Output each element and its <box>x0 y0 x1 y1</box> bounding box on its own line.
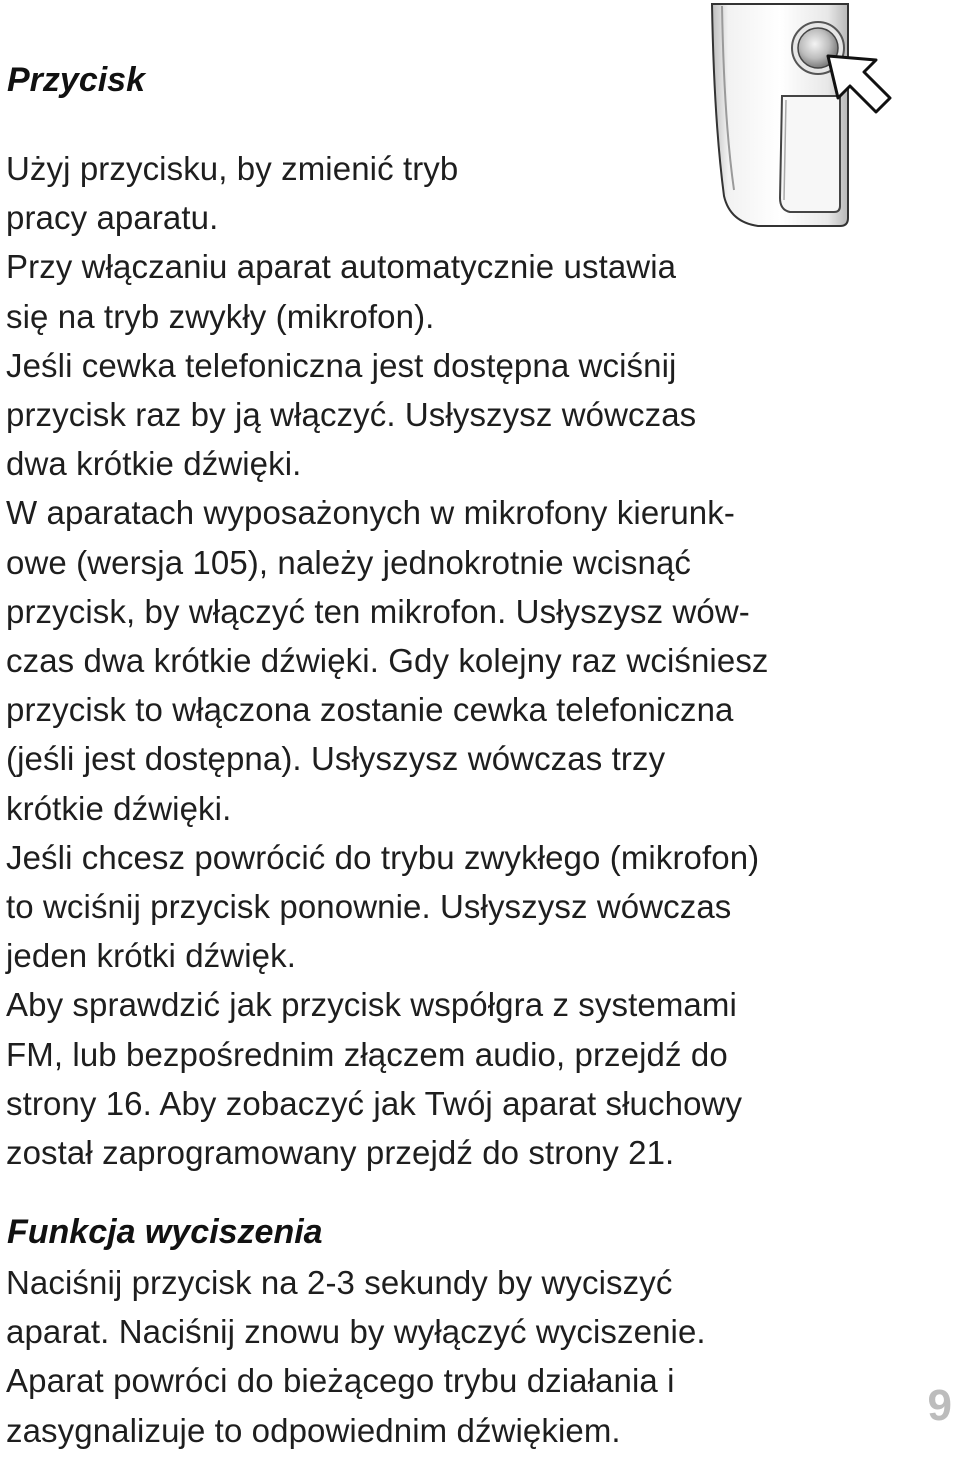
body-line: owe (wersja 105), należy jednokrotnie wcisnąć <box>6 543 691 581</box>
section-body-mute <box>6 1258 706 1455</box>
body-line: Aparat powróci do bieżącego trybu działania i <box>6 1362 675 1400</box>
body-line: jeden krótki dźwięk. <box>6 937 296 975</box>
body-line: przycisk to włączona zostanie cewka telefoniczna <box>6 691 734 729</box>
body-line: (jeśli jest dostępna). Usłyszysz wówczas trzy <box>6 740 666 778</box>
body-line: to wciśnij przycisk ponownie. Usłyszysz wówczas <box>6 888 732 926</box>
body-line: Użyj przycisku, by zmienić tryb <box>6 150 459 187</box>
body-line: W aparatach wyposażonych w mikrofony kierunk- <box>6 494 735 532</box>
body-line: Jeśli chcesz powrócić do trybu zwykłego (mikrofon) <box>6 838 760 876</box>
body-line: przycisk, by włączyć ten mikrofon. Usłyszysz wów- <box>6 592 750 630</box>
body-line: Jeśli cewka telefoniczna jest dostępna wciśnij <box>6 346 677 384</box>
body-line: Aby sprawdzić jak przycisk współgra z systemami <box>6 986 737 1024</box>
body-line: Naciśnij przycisk na 2-3 sekundy by wyciszyć <box>6 1264 673 1301</box>
body-line: aparat. Naciśnij znowu by wyłączyć wyciszenie. <box>6 1313 706 1351</box>
body-line: Przy włączaniu aparat automatycznie ustawia <box>6 248 677 286</box>
body-line: został zaprogramowany przejdź do strony 21. <box>6 1134 675 1172</box>
body-line: się na tryb zwykły (mikrofon). <box>6 297 435 335</box>
body-line: przycisk raz by ją włączyć. Usłyszysz wówczas <box>6 396 697 434</box>
body-line: dwa krótkie dźwięki. <box>6 445 302 483</box>
body-line: krótkie dźwięki. <box>6 789 232 827</box>
body-line: czas dwa krótkie dźwięki. Gdy kolejny raz wciśniesz <box>6 642 769 680</box>
section-heading-button: Przycisk <box>7 61 145 99</box>
body-line: strony 16. Aby zobaczyć jak Twój aparat słuchowy <box>6 1084 743 1122</box>
section-body-button <box>6 144 769 1177</box>
body-line: FM, lub bezpośrednim złączem audio, przejdź do <box>6 1035 728 1073</box>
body-line: zasygnalizuje to odpowiednim dźwiękiem. <box>6 1411 621 1449</box>
page-number: 9 <box>927 1381 952 1430</box>
body-line: pracy aparatu. <box>6 199 219 237</box>
section-heading-mute: Funkcja wyciszenia <box>7 1213 323 1251</box>
